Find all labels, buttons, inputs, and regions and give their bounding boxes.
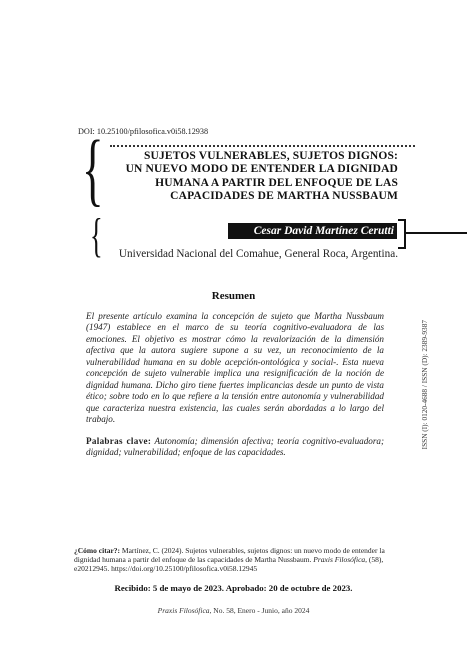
right-bracket-decoration: [398, 219, 406, 249]
keywords-label: Palabras clave:: [86, 436, 152, 446]
page-footer: [0, 606, 467, 615]
title-line: UN NUEVO MODO DE ENTENDER LA DIGNIDAD: [125, 163, 398, 176]
bracket-rule: [405, 232, 467, 234]
left-brace-decoration: {: [82, 123, 104, 214]
title-line: SUJETOS VULNERABLES, SUJETOS DIGNOS:: [143, 150, 398, 162]
abstract-heading: Resumen: [211, 290, 256, 302]
title-line: HUMANA A PARTIR DEL ENFOQUE DE LAS: [155, 176, 398, 189]
author-affiliation: Universidad Nacional del Comahue, General Roca, Argentina.: [118, 248, 398, 260]
author-name: Cesar David Martínez Cerutti: [228, 223, 397, 239]
abstract-text: El presente artículo examina la concepción de sujeto que Martha Nussbaum (1947) establece en el marco de su teoría cognitivo-evaluadora de las emociones. El objetivo es mostrar cómo la revalorización de la dimensión afectiva que la autora sugiere supone a su vez, un reconocimiento de la vulnerabilidad humana en su doble acepción-ontológica y social-. Esta nueva concepción de sujeto vulnerable implica una resignificación de la noción de dignidad humana. Dicho giro tiene fuertes implicancias desde un punto de vista ético; sobre todo en lo que refiere a la tensión entre autonomía y vulnerabilidad que caracteriza nuestra existencia, las cuales serán abordadas a lo largo del trabajo.: [86, 311, 384, 425]
issn-vertical: ISSN (I): 0120-4688 / ISSN (D): 2389-9387: [420, 320, 429, 450]
small-brace-decoration: {: [90, 209, 103, 262]
article-title: [100, 150, 398, 204]
citation-label: ¿Cómo citar?:: [74, 546, 121, 555]
keywords-text: Autonomía; dimensión afectiva; teoría cognitivo-evaluadora; dignidad; vulnerabilidad; enfoque de las capacidades.: [86, 436, 384, 458]
citation-journal: Praxis Filosófica: [313, 555, 366, 565]
received-approved-dates: Recibido: 5 de mayo de 2023. Aprobado: 20 de octubre de 2023.: [114, 583, 353, 593]
dotted-rule: [110, 145, 415, 147]
footer-issue: , No. 58, Enero - Junio, año 2024: [209, 606, 310, 615]
footer-journal: Praxis Filosófica: [157, 606, 210, 615]
citation-text: Martínez, C. (2024). Sujetos vulnerables, sujetos dignos: un nuevo modo de entender la dignidad humana a partir del enfoque de las capacidades de Martha Nussbaum.: [74, 546, 385, 565]
doi-text: DOI: 10.25100/pfilosofica.v0i58.12938: [78, 127, 209, 136]
citation-block: [74, 546, 392, 574]
keywords-block: [86, 436, 384, 459]
title-line: CAPACIDADES DE MARTHA NUSSBAUM: [170, 190, 398, 203]
citation-text-end: , (58), e20212945. https://doi.org/10.25100/pfilosofica.v0i58.12945: [74, 555, 384, 574]
